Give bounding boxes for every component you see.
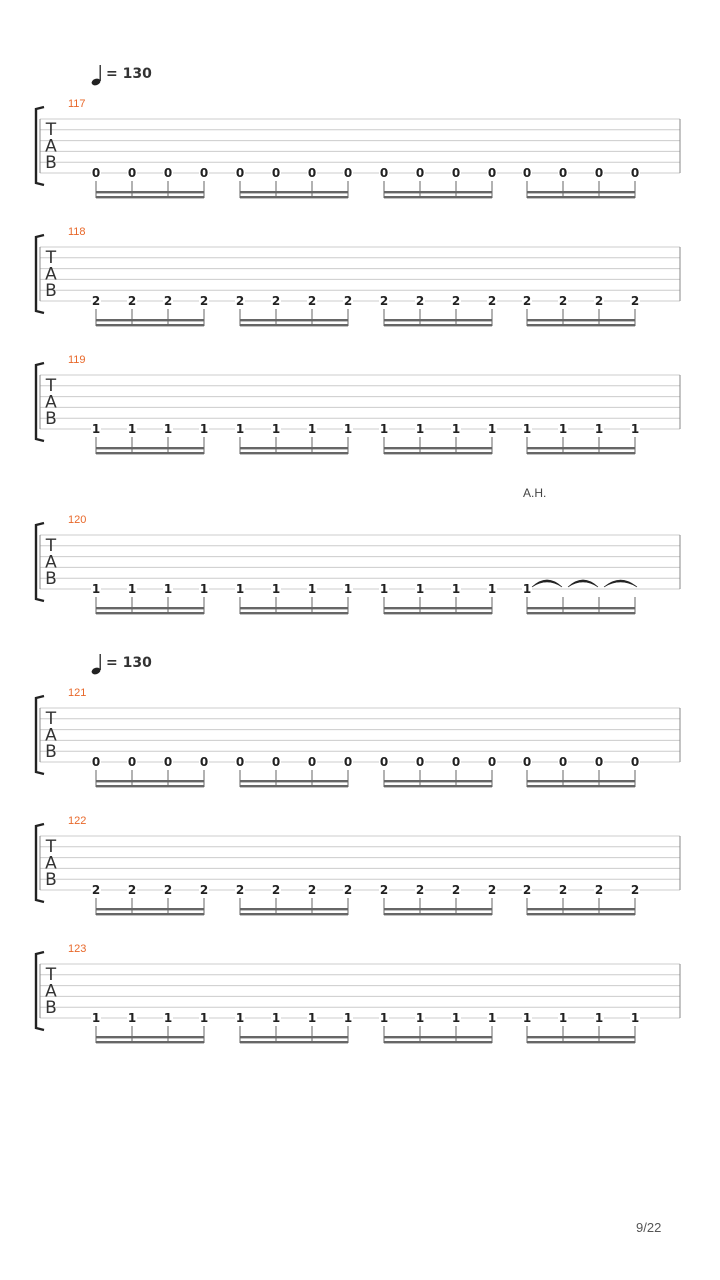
fret-number: 1 bbox=[127, 1011, 137, 1025]
fret-number: 1 bbox=[235, 582, 245, 596]
tab-letter: A bbox=[45, 136, 57, 157]
beam bbox=[384, 780, 492, 782]
tab-letter: T bbox=[45, 965, 57, 985]
beam bbox=[527, 908, 635, 910]
fret-number: 1 bbox=[451, 422, 461, 436]
fret-number: 0 bbox=[451, 755, 461, 769]
tab-letter: A bbox=[45, 725, 57, 746]
fret-number: 1 bbox=[630, 1011, 640, 1025]
tab-letter: B bbox=[45, 742, 57, 762]
fret-number: 0 bbox=[343, 166, 353, 180]
beam bbox=[384, 447, 492, 449]
beam bbox=[527, 191, 635, 193]
fret-number: 2 bbox=[91, 294, 101, 308]
fret-number: 1 bbox=[558, 422, 568, 436]
fret-number: 0 bbox=[594, 755, 604, 769]
beam bbox=[384, 785, 492, 787]
beam bbox=[240, 785, 348, 787]
beam bbox=[527, 319, 635, 321]
beam bbox=[96, 1036, 204, 1038]
fret-number: 1 bbox=[307, 1011, 317, 1025]
fret-number: 2 bbox=[199, 294, 209, 308]
fret-number: 0 bbox=[558, 166, 568, 180]
beam bbox=[384, 1041, 492, 1043]
beam bbox=[240, 191, 348, 193]
beam bbox=[240, 612, 348, 614]
beam bbox=[96, 452, 204, 454]
fret-number: 2 bbox=[451, 883, 461, 897]
fret-number: 2 bbox=[235, 294, 245, 308]
fret-number: 2 bbox=[630, 883, 640, 897]
beam bbox=[96, 447, 204, 449]
fret-number: 0 bbox=[487, 166, 497, 180]
fret-number: 0 bbox=[630, 166, 640, 180]
tab-letter: B bbox=[45, 998, 57, 1018]
fret-number: 1 bbox=[235, 422, 245, 436]
tie-arc bbox=[604, 580, 637, 587]
tab-letter: B bbox=[45, 409, 57, 429]
fret-number: 1 bbox=[451, 1011, 461, 1025]
fret-number: 0 bbox=[235, 755, 245, 769]
beam bbox=[96, 785, 204, 787]
beam bbox=[527, 785, 635, 787]
fret-number: 0 bbox=[415, 755, 425, 769]
fret-number: 2 bbox=[379, 294, 389, 308]
fret-number: 2 bbox=[307, 883, 317, 897]
beam bbox=[240, 452, 348, 454]
beam bbox=[240, 908, 348, 910]
fret-number: 0 bbox=[415, 166, 425, 180]
measure-number: 117 bbox=[68, 98, 86, 110]
tab-letter: T bbox=[45, 248, 57, 268]
beam bbox=[384, 612, 492, 614]
measure-number: 120 bbox=[68, 514, 87, 526]
measure-number: 123 bbox=[68, 943, 87, 955]
fret-number: 2 bbox=[343, 294, 353, 308]
fret-number: 1 bbox=[522, 422, 532, 436]
fret-number: 0 bbox=[163, 755, 173, 769]
fret-number: 1 bbox=[307, 582, 317, 596]
fret-number: 1 bbox=[91, 582, 101, 596]
beam bbox=[240, 1041, 348, 1043]
beam bbox=[527, 913, 635, 915]
beam bbox=[240, 447, 348, 449]
beam bbox=[527, 324, 635, 326]
fret-number: 1 bbox=[522, 1011, 532, 1025]
beam bbox=[384, 324, 492, 326]
beam bbox=[240, 607, 348, 609]
beam bbox=[96, 780, 204, 782]
fret-number: 0 bbox=[522, 755, 532, 769]
beam bbox=[96, 196, 204, 198]
fret-number: 2 bbox=[163, 294, 173, 308]
beam bbox=[384, 607, 492, 609]
fret-number: 1 bbox=[451, 582, 461, 596]
beam bbox=[384, 913, 492, 915]
beam bbox=[240, 196, 348, 198]
artificial-harmonic-label: A.H. bbox=[523, 486, 547, 500]
fret-number: 0 bbox=[307, 166, 317, 180]
fret-number: 1 bbox=[343, 1011, 353, 1025]
fret-number: 1 bbox=[235, 1011, 245, 1025]
beam bbox=[240, 319, 348, 321]
beam bbox=[240, 1036, 348, 1038]
fret-number: 2 bbox=[594, 883, 604, 897]
fret-number: 1 bbox=[199, 1011, 209, 1025]
beam bbox=[384, 1036, 492, 1038]
beam bbox=[527, 452, 635, 454]
beam bbox=[96, 612, 204, 614]
fret-number: 2 bbox=[271, 294, 281, 308]
tie-arc bbox=[568, 580, 598, 587]
beam bbox=[384, 196, 492, 198]
tab-letter: A bbox=[45, 552, 57, 573]
fret-number: 0 bbox=[271, 755, 281, 769]
beam bbox=[96, 607, 204, 609]
fret-number: 2 bbox=[558, 294, 568, 308]
fret-number: 0 bbox=[127, 755, 137, 769]
fret-number: 0 bbox=[558, 755, 568, 769]
fret-number: 2 bbox=[522, 294, 532, 308]
fret-number: 2 bbox=[487, 883, 497, 897]
fret-number: 0 bbox=[91, 755, 101, 769]
fret-number: 1 bbox=[163, 1011, 173, 1025]
measure-number: 118 bbox=[68, 226, 86, 238]
tab-letter: A bbox=[45, 392, 57, 413]
beam bbox=[527, 780, 635, 782]
beam bbox=[384, 319, 492, 321]
beam bbox=[240, 324, 348, 326]
fret-number: 1 bbox=[379, 582, 389, 596]
fret-number: 2 bbox=[487, 294, 497, 308]
fret-number: 1 bbox=[379, 422, 389, 436]
fret-number: 2 bbox=[594, 294, 604, 308]
beam bbox=[527, 196, 635, 198]
fret-number: 1 bbox=[415, 422, 425, 436]
fret-number: 1 bbox=[307, 422, 317, 436]
beam bbox=[527, 612, 635, 614]
tab-letter: A bbox=[45, 264, 57, 285]
fret-number: 0 bbox=[199, 755, 209, 769]
beam bbox=[96, 191, 204, 193]
fret-number: 2 bbox=[127, 883, 137, 897]
tempo-marking: = 130 bbox=[106, 66, 152, 82]
fret-number: 2 bbox=[379, 883, 389, 897]
tab-letter: B bbox=[45, 153, 57, 173]
fret-number: 1 bbox=[91, 422, 101, 436]
fret-number: 2 bbox=[307, 294, 317, 308]
fret-number: 0 bbox=[630, 755, 640, 769]
beam bbox=[96, 913, 204, 915]
tab-letter: B bbox=[45, 281, 57, 301]
fret-number: 0 bbox=[307, 755, 317, 769]
fret-number: 1 bbox=[271, 582, 281, 596]
fret-number: 1 bbox=[199, 582, 209, 596]
fret-number: 2 bbox=[630, 294, 640, 308]
fret-number: 2 bbox=[522, 883, 532, 897]
beam bbox=[96, 908, 204, 910]
fret-number: 1 bbox=[127, 582, 137, 596]
fret-number: 0 bbox=[199, 166, 209, 180]
fret-number: 0 bbox=[343, 755, 353, 769]
beam bbox=[240, 780, 348, 782]
fret-number: 2 bbox=[415, 883, 425, 897]
fret-number: 0 bbox=[271, 166, 281, 180]
beam bbox=[527, 1036, 635, 1038]
fret-number: 2 bbox=[451, 294, 461, 308]
fret-number: 0 bbox=[522, 166, 532, 180]
fret-number: 2 bbox=[163, 883, 173, 897]
fret-number: 1 bbox=[343, 422, 353, 436]
measure-number: 121 bbox=[68, 687, 87, 699]
measure-number: 119 bbox=[68, 354, 86, 366]
fret-number: 0 bbox=[451, 166, 461, 180]
fret-number: 1 bbox=[163, 422, 173, 436]
fret-number: 2 bbox=[271, 883, 281, 897]
beam bbox=[96, 319, 204, 321]
fret-number: 0 bbox=[379, 166, 389, 180]
fret-number: 2 bbox=[415, 294, 425, 308]
fret-number: 1 bbox=[379, 1011, 389, 1025]
fret-number: 0 bbox=[127, 166, 137, 180]
fret-number: 1 bbox=[415, 1011, 425, 1025]
beam bbox=[384, 452, 492, 454]
measure-number: 122 bbox=[68, 815, 87, 827]
fret-number: 0 bbox=[235, 166, 245, 180]
fret-number: 1 bbox=[163, 582, 173, 596]
beam bbox=[527, 447, 635, 449]
fret-number: 1 bbox=[127, 422, 137, 436]
tab-letter: A bbox=[45, 981, 57, 1002]
beam bbox=[384, 908, 492, 910]
fret-number: 1 bbox=[487, 582, 497, 596]
fret-number: 2 bbox=[127, 294, 137, 308]
fret-number: 0 bbox=[91, 166, 101, 180]
fret-number: 1 bbox=[415, 582, 425, 596]
tab-letter: T bbox=[45, 837, 57, 857]
tab-letter: T bbox=[45, 120, 57, 140]
fret-number: 2 bbox=[199, 883, 209, 897]
fret-number: 0 bbox=[163, 166, 173, 180]
tab-letter: B bbox=[45, 569, 57, 589]
beam bbox=[527, 1041, 635, 1043]
fret-number: 1 bbox=[271, 1011, 281, 1025]
fret-number: 1 bbox=[271, 422, 281, 436]
fret-number: 0 bbox=[594, 166, 604, 180]
tab-letter: T bbox=[45, 536, 57, 556]
fret-number: 1 bbox=[343, 582, 353, 596]
beam bbox=[96, 324, 204, 326]
fret-number: 2 bbox=[558, 883, 568, 897]
beam bbox=[527, 607, 635, 609]
fret-number: 2 bbox=[235, 883, 245, 897]
fret-number: 1 bbox=[199, 422, 209, 436]
tab-letter: T bbox=[45, 376, 57, 396]
fret-number: 0 bbox=[487, 755, 497, 769]
page-number: 9/22 bbox=[636, 1220, 662, 1235]
fret-number: 2 bbox=[343, 883, 353, 897]
fret-number: 1 bbox=[487, 1011, 497, 1025]
tab-letter: A bbox=[45, 853, 57, 874]
beam bbox=[96, 1041, 204, 1043]
beam bbox=[384, 191, 492, 193]
fret-number: 1 bbox=[594, 422, 604, 436]
tempo-marking: = 130 bbox=[106, 655, 152, 671]
fret-number: 2 bbox=[91, 883, 101, 897]
beam bbox=[240, 913, 348, 915]
tie-arc bbox=[532, 580, 562, 587]
fret-number: 1 bbox=[594, 1011, 604, 1025]
fret-number: 1 bbox=[522, 582, 532, 596]
tab-letter: B bbox=[45, 870, 57, 890]
fret-number: 1 bbox=[630, 422, 640, 436]
fret-number: 1 bbox=[487, 422, 497, 436]
fret-number: 0 bbox=[379, 755, 389, 769]
fret-number: 1 bbox=[91, 1011, 101, 1025]
fret-number: 1 bbox=[558, 1011, 568, 1025]
tab-letter: T bbox=[45, 709, 57, 729]
